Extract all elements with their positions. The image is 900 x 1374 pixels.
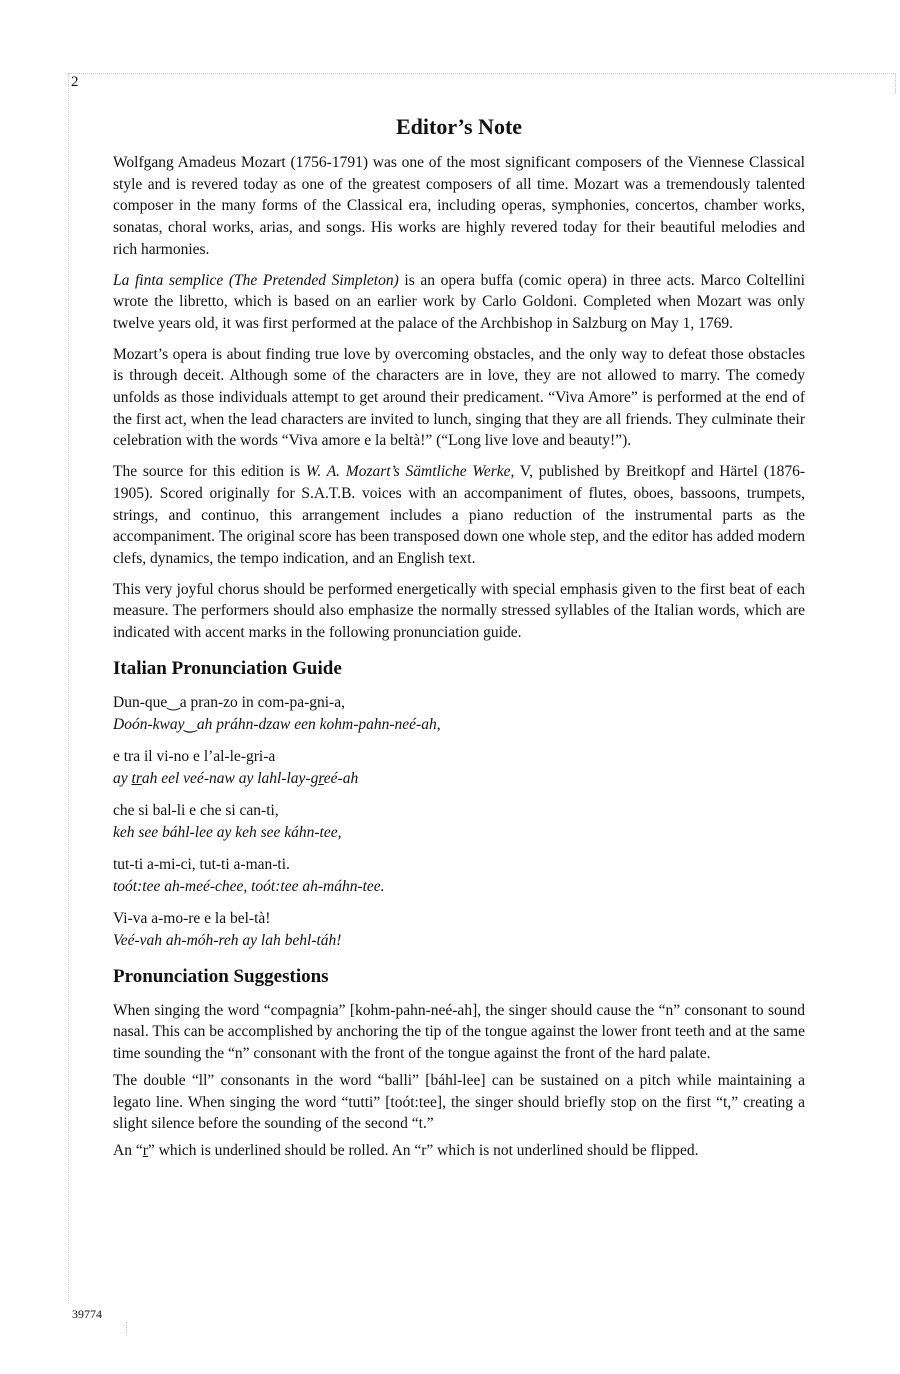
elision-mark: ‿ xyxy=(167,693,180,711)
page-frame-bottom xyxy=(126,1322,127,1336)
suggestions-heading: Pronunciation Suggestions xyxy=(113,965,329,987)
guide-text-line-1 xyxy=(113,692,805,714)
guide-text-line-2: e tra il vi-no e l’al-le-gri-a xyxy=(113,747,276,765)
guide-text-line-4: tut-ti a-mi-ci, tut-ti a-man-ti. xyxy=(113,855,290,873)
page-frame-right xyxy=(895,73,896,93)
paragraph-source xyxy=(113,461,805,570)
page-title: Editor’s Note xyxy=(395,114,523,139)
suggestion-r-a: An “ xyxy=(113,1141,143,1159)
paragraph-plot: Mozart’s opera is about finding true love by overcoming obstacles, and the only way to defeat those obstacles is through deceit. Although some of the characters are in love, they are not allowed to marry. The comedy unfolds as those individuals attempt to get around their predicament. “Viva Amore” is performed at the end of the first act, when the lead characters are invited to lunch, singing that they are all friends. They culminate their celebration with the words “Viva amore e la beltà!” (“Long live love and beauty!”). xyxy=(113,345,805,450)
suggestion-r-b: ” which is underlined should be rolled. An “r” which is not underlined should be flipped. xyxy=(147,1141,699,1159)
guide-text-line-3: che si bal-li e che si can-ti, xyxy=(113,801,279,819)
catalog-number: 39774 xyxy=(72,1307,102,1321)
guide-pron-1a: Doón-kway xyxy=(113,715,185,733)
guide-text-line-5: Vi-va a-mo-re e la bel-tà! xyxy=(113,909,271,927)
guide-pron-line-3: keh see báhl-lee ay keh see káhn-tee, xyxy=(113,823,342,841)
guide-pron-2c: eé-ah xyxy=(323,769,359,787)
guide-text-1c: a pran-zo in com-pa-gni-a, xyxy=(179,693,345,711)
guide-pron-2b: ah eel veé-naw ay lahl-lay- xyxy=(141,769,311,787)
guide-pron-line-4: toót:tee ah-meé-chee, toót:tee ah-máhn-tee. xyxy=(113,877,385,895)
guide-pron-line-5: Veé-vah ah-móh-reh ay lah behl-táh! xyxy=(113,931,342,949)
elision-mark: ‿ xyxy=(184,715,197,733)
guide-pron-line-2 xyxy=(113,768,805,790)
paragraph-performance: This very joyful chorus should be performed energetically with special emphasis given to the first beat of each measure. The performers should also emphasize the normally stressed syllables of the Italian words, which are indicated with accent marks in the following pronunciation guide. xyxy=(113,580,805,642)
page-content xyxy=(113,112,805,1167)
paragraph-source-text: V, published by Breitkopf and Härtel (1876-1905). Scored originally for S.A.T.B. voices with an accompaniment of flutes, oboes, bassoons, trumpets, strings, and continuo, this arrangement includes a piano reduction of the instrumental parts as the accompaniment. The original score has been transposed down one whole step, and the editor has added modern clefs, dynamics, the tempo indication, and an English text. xyxy=(113,463,806,567)
rolled-r: gr xyxy=(310,769,324,787)
paragraph-intro: Wolfgang Amadeus Mozart (1756-1791) was one of the most significant composers of the Viennese Classical style and is revered today as one of the greatest composers of all time. Mozart was a tremendously talented composer in the many forms of the Classical era, including operas, symphonies, concertos, chamber works, sonatas, choral works, arias, and songs. His works are highly revered today for their beautiful melodies and rich harmonies. xyxy=(113,154,805,258)
suggestion-double-consonants: The double “ll” consonants in the word “balli” [báhl-lee] can be sustained on a pitch while maintaining a legato line. When singing the word “tutti” [toót:tee], the singer should briefly stop on the first “t,” creating a slight silence before the sounding of the second “t.” xyxy=(113,1071,805,1133)
page-frame-top xyxy=(68,73,896,74)
guide-pron-line-1 xyxy=(113,714,805,736)
suggestion-nasal: When singing the word “compagnia” [kohm-pahn-neé-ah], the singer should cause the “n” consonant to sound nasal. This can be accomplished by anchoring the tip of the tongue against the lower front teeth and at the same time sounding the “n” consonant with the front of the tongue against the front of the hard palate. xyxy=(113,1001,805,1063)
paragraph-opera-text: is an opera buffa (comic opera) in three acts. Marco Coltellini wrote the libretto, which is based on an earlier work by Carlo Goldoni. Completed when Mozart was only twelve years old, it was first performed at the palace of the Archbishop in Salzburg on May 1, 1769. xyxy=(113,271,805,332)
paragraph-source-start: The source for this edition is xyxy=(113,463,306,481)
opera-title: La finta semplice (The Pretended Simpleton) xyxy=(113,271,399,289)
paragraph-opera xyxy=(113,270,805,335)
page-frame-left xyxy=(68,73,69,1303)
suggestion-rolled-r xyxy=(113,1140,805,1162)
page-number: 2 xyxy=(71,74,79,90)
rolled-r: tr xyxy=(131,769,142,787)
rolled-r: r xyxy=(142,1141,148,1159)
guide-text-1a: Dun-que xyxy=(113,693,168,711)
guide-pron-2a: ay xyxy=(113,769,132,787)
guide-heading: Italian Pronunciation Guide xyxy=(113,657,342,679)
guide-pron-1c: ah práhn-dzaw een kohm-pahn-neé-ah, xyxy=(196,715,441,733)
source-title: W. A. Mozart’s Sämtliche Werke, xyxy=(305,463,515,481)
